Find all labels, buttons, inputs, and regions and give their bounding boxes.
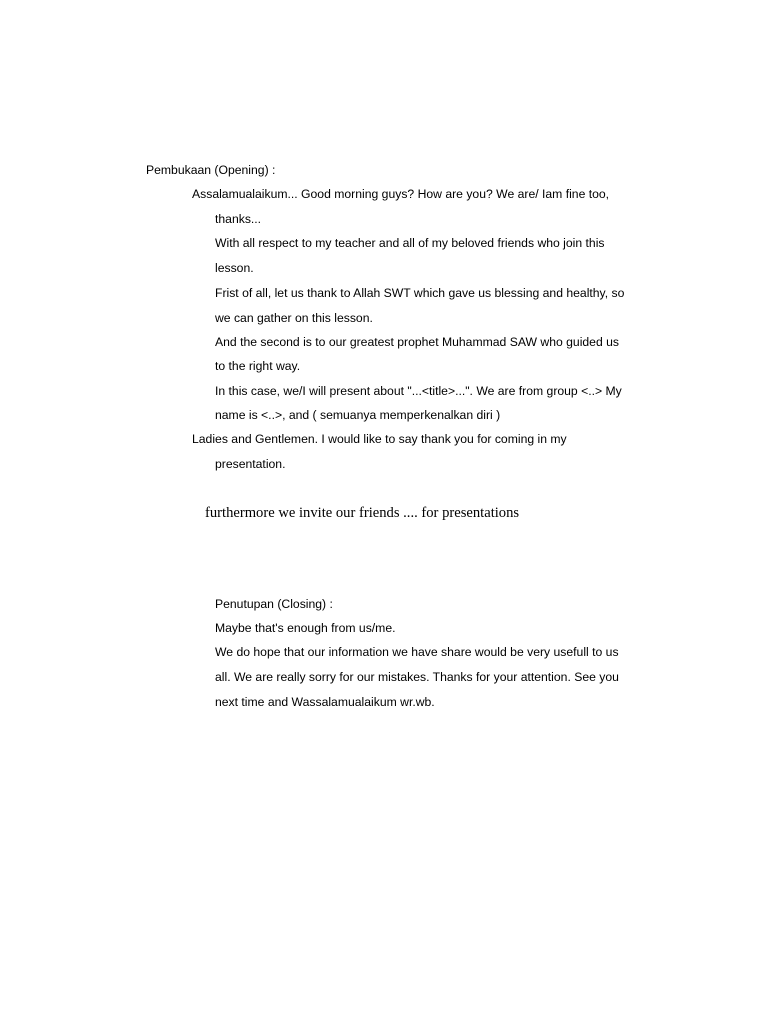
hope-line-3: next time and Wassalamualaikum wr.wb.: [215, 695, 435, 709]
ladies-line-1: Ladies and Gentlemen. I would like to say thank you for coming in my: [192, 432, 567, 446]
present-line-1: In this case, we/I will present about "...<title>...". We are from group <..> My: [215, 384, 622, 398]
prophet-line-2: to the right way.: [215, 359, 301, 373]
greeting-line-1: Assalamualaikum... Good morning guys? How are you? We are/ Iam fine too,: [192, 187, 610, 201]
greeting-line-2: thanks...: [215, 212, 262, 226]
thanks-line-2: we can gather on this lesson.: [215, 311, 373, 325]
opening-heading: Pembukaan (Opening) :: [146, 163, 276, 177]
transition-text: furthermore we invite our friends .... for presentations: [205, 505, 520, 521]
closing-heading: Penutupan (Closing) :: [215, 597, 333, 611]
prophet-line-1: And the second is to our greatest prophet Muhammad SAW who guided us: [215, 335, 619, 349]
closing-line-1: Maybe that's enough from us/me.: [215, 621, 396, 635]
respect-line-1: With all respect to my teacher and all of my beloved friends who join this: [215, 236, 605, 250]
thanks-line-1: Frist of all, let us thank to Allah SWT which gave us blessing and healthy, so: [215, 286, 625, 300]
ladies-line-2: presentation.: [215, 457, 286, 471]
hope-line-1: We do hope that our information we have share would be very usefull to us: [215, 645, 619, 659]
present-line-2: name is <..>, and ( semuanya memperkenalkan diri ): [215, 408, 501, 422]
respect-line-2: lesson.: [215, 261, 254, 275]
hope-line-2: all. We are really sorry for our mistakes. Thanks for your attention. See you: [215, 670, 619, 684]
